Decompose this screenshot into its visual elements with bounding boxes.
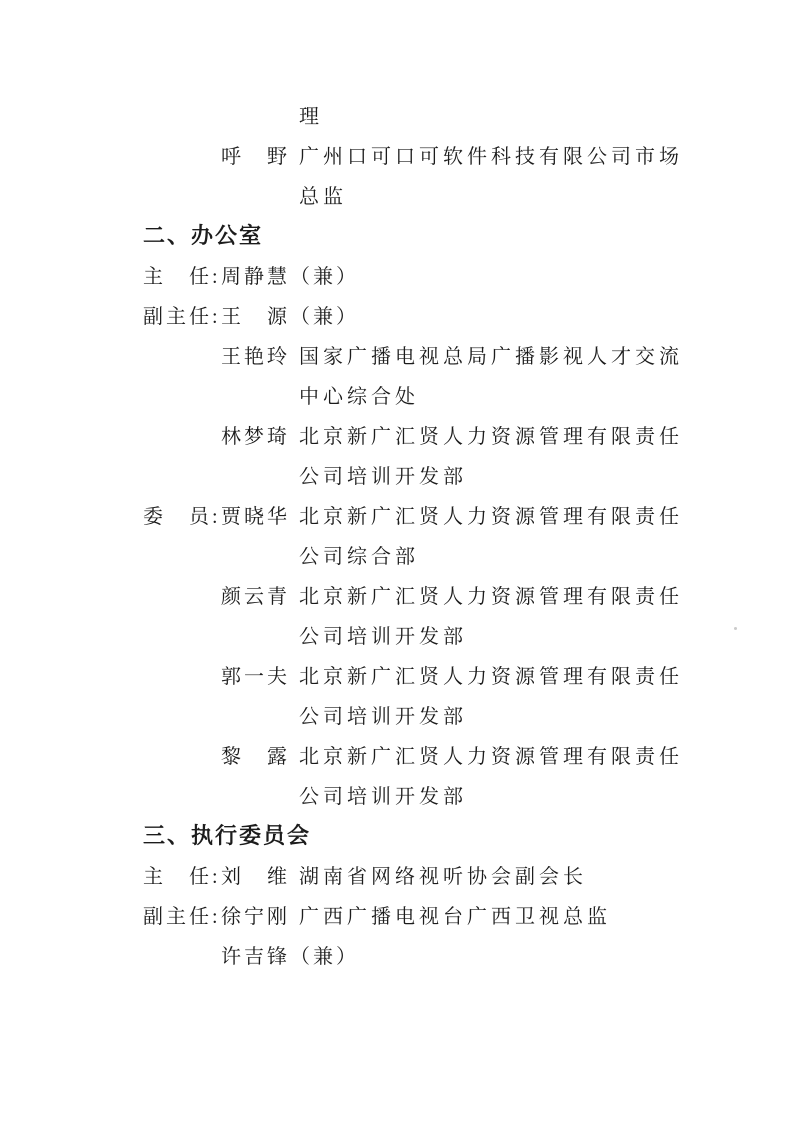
role-label: 副主任: (143, 905, 221, 928)
affiliation-text: 总监 (299, 185, 347, 208)
scan-artifact-speck (734, 627, 737, 630)
roster-line (143, 494, 703, 534)
roster-line (143, 294, 703, 334)
roster-line (143, 134, 703, 174)
person-name: 许吉锋（兼） (221, 945, 359, 968)
role-label: 主 任: (143, 865, 221, 888)
person-name: 王艳玲 (221, 345, 290, 368)
document-body (143, 94, 703, 974)
roster-line (143, 854, 703, 894)
affiliation-text: 理 (299, 105, 323, 128)
person-name: 周静慧（兼） (221, 265, 359, 288)
affiliation-text: 广州口可口可软件科技有限公司市场 (299, 145, 683, 168)
person-name: 黎 露 (221, 745, 290, 768)
roster-line (143, 454, 703, 494)
role-label: 主 任: (143, 265, 221, 288)
roster-line (143, 654, 703, 694)
person-name: 林梦琦 (221, 425, 290, 448)
roster-line (143, 734, 703, 774)
affiliation-text: 北京新广汇贤人力资源管理有限责任 (299, 745, 683, 768)
person-name: 刘 维 (221, 865, 290, 888)
affiliation-text: 北京新广汇贤人力资源管理有限责任 (299, 665, 683, 688)
roster-line (143, 574, 703, 614)
person-name: 王 源（兼） (221, 305, 359, 328)
roster-line (143, 894, 703, 934)
roster-line (143, 614, 703, 654)
role-label: 委 员: (143, 505, 221, 528)
person-name: 徐宁刚 (221, 905, 290, 928)
section-heading-text: 三、执行委员会 (143, 822, 312, 848)
person-name: 呼 野 (221, 145, 290, 168)
affiliation-text: 公司培训开发部 (299, 465, 467, 488)
section-heading-text: 二、办公室 (143, 222, 264, 248)
affiliation-text: 湖南省网络视听协会副会长 (299, 865, 587, 888)
affiliation-text: 公司培训开发部 (299, 705, 467, 728)
roster-line (143, 174, 703, 214)
person-name: 郭一夫 (221, 665, 290, 688)
role-label: 副主任: (143, 305, 221, 328)
section-heading-executive-committee (143, 814, 703, 854)
roster-line (143, 94, 703, 134)
affiliation-text: 国家广播电视总局广播影视人才交流 (299, 345, 683, 368)
affiliation-text: 公司培训开发部 (299, 785, 467, 808)
affiliation-text: 公司培训开发部 (299, 625, 467, 648)
person-name: 贾晓华 (221, 505, 290, 528)
affiliation-text: 中心综合处 (299, 385, 419, 408)
roster-line (143, 334, 703, 374)
roster-line (143, 534, 703, 574)
affiliation-text: 北京新广汇贤人力资源管理有限责任 (299, 425, 683, 448)
roster-line (143, 934, 703, 974)
roster-line (143, 774, 703, 814)
roster-line (143, 414, 703, 454)
roster-line (143, 374, 703, 414)
person-name: 颜云青 (221, 585, 290, 608)
affiliation-text: 公司综合部 (299, 545, 419, 568)
affiliation-text: 北京新广汇贤人力资源管理有限责任 (299, 505, 683, 528)
affiliation-text: 北京新广汇贤人力资源管理有限责任 (299, 585, 683, 608)
roster-line (143, 694, 703, 734)
affiliation-text: 广西广播电视台广西卫视总监 (299, 905, 611, 928)
section-heading-office (143, 214, 703, 254)
roster-line (143, 254, 703, 294)
